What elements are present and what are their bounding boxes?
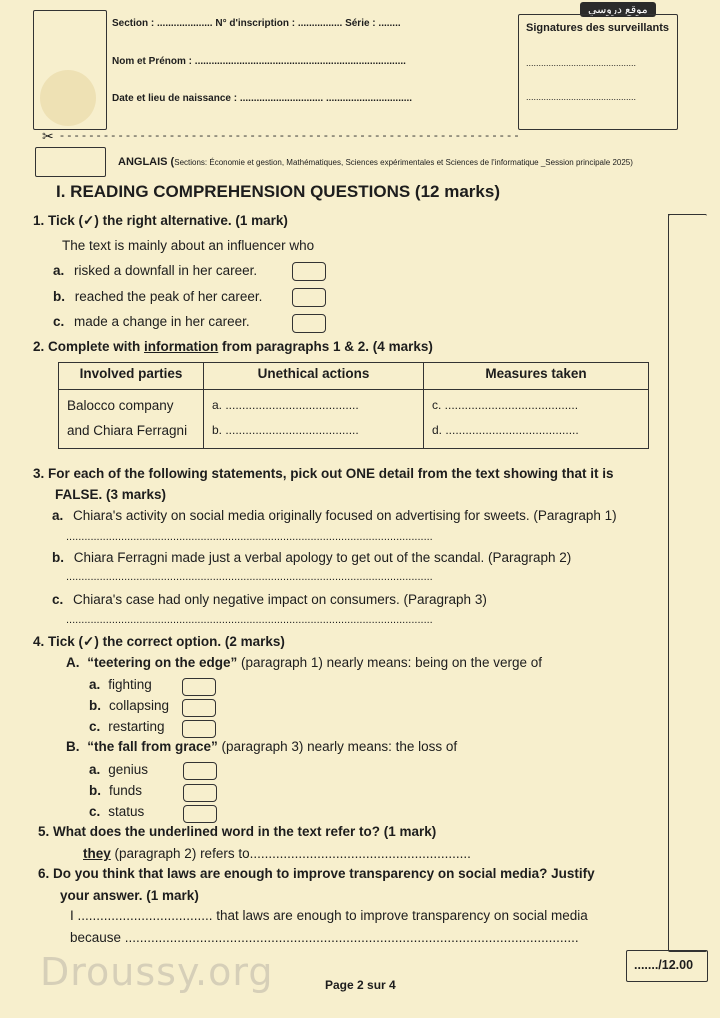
part-quote: “teetering on the edge” xyxy=(87,655,238,670)
name-field: Nom et Prénom : ............................................................................ xyxy=(112,56,406,67)
item-text: Chiara's case had only negative impact on consumers. (Paragraph 3) xyxy=(73,592,487,607)
page-number: Page 2 sur 4 xyxy=(325,978,396,992)
option-letter: b. xyxy=(53,289,65,304)
part-label: A. xyxy=(66,655,80,670)
section-title: I. READING COMPREHENSION QUESTIONS (12 marks) xyxy=(56,182,500,201)
answer-a[interactable]: a. ........................................ xyxy=(212,398,359,412)
q2-title xyxy=(33,339,433,354)
margin-top-line xyxy=(668,214,706,215)
q1-option-a xyxy=(53,263,257,278)
option-text: risked a downfall in her career. xyxy=(74,263,258,278)
option-letter: b. xyxy=(89,698,101,713)
option-text: restarting xyxy=(108,719,165,734)
item-letter: a. xyxy=(52,508,64,523)
option-letter: a. xyxy=(53,263,65,278)
q4-part-a xyxy=(66,655,542,670)
q5-answer[interactable] xyxy=(83,846,471,861)
q2-title-post: from paragraphs 1 & 2. (4 marks) xyxy=(218,339,433,354)
cut-line: - - - - - - - - - - - - - - - - - - - - - - - - - - - - - - - - - - - - - - - - - - - - - - - - - - - - - - - - - - - - - - - xyxy=(60,128,519,142)
signature-line-1: ............................................ xyxy=(526,58,637,68)
q4B-checkbox-a[interactable] xyxy=(183,762,217,780)
q3-title-line1: 3. For each of the following statements, pick out ONE detail from the text showing that it is xyxy=(33,466,614,481)
parties-cell xyxy=(59,390,204,449)
option-text: made a change in her career. xyxy=(74,314,250,329)
q1-checkbox-b[interactable] xyxy=(292,288,326,307)
party-1: Balocco company xyxy=(67,398,174,413)
header-measures: Measures taken xyxy=(424,363,649,390)
q3-item-a xyxy=(52,508,617,523)
header-parties: Involved parties xyxy=(59,363,204,390)
q5-title: 5. What does the underlined word in the text refer to? (1 mark) xyxy=(38,824,437,839)
answer-b[interactable]: b. ........................................ xyxy=(212,423,359,437)
q4A-option-a xyxy=(89,677,152,692)
q4B-checkbox-c[interactable] xyxy=(183,805,217,823)
q4A-option-c xyxy=(89,719,165,734)
q4A-option-b xyxy=(89,698,169,713)
option-text: genius xyxy=(108,762,149,777)
q3-answer-line-b[interactable]: ........................................................................................................................ xyxy=(66,571,433,583)
q6-title-line1: 6. Do you think that laws are enough to improve transparency on social media? Justify xyxy=(38,866,595,881)
option-letter: a. xyxy=(89,677,101,692)
q1-checkbox-a[interactable] xyxy=(292,262,326,281)
q4A-checkbox-b[interactable] xyxy=(182,699,216,717)
option-letter: a. xyxy=(89,762,101,777)
q3-item-b xyxy=(52,550,571,565)
option-text: status xyxy=(108,804,145,819)
answer-c[interactable]: c. ........................................ xyxy=(432,398,579,412)
option-text: collapsing xyxy=(109,698,170,713)
q1-checkbox-c[interactable] xyxy=(292,314,326,333)
item-text: Chiara's activity on social media originally focused on advertising for sweets. (Paragraph 1) xyxy=(73,508,617,523)
section-field: Section : .................... N° d'inscription : ................ Série : ........ xyxy=(112,18,401,29)
q5-answer-line[interactable]: (paragraph 2) refers to........................................................... xyxy=(110,846,471,861)
option-text: fighting xyxy=(108,677,152,692)
q4-part-b xyxy=(66,739,457,754)
part-quote: “the fall from grace” xyxy=(87,739,218,754)
q4A-checkbox-c[interactable] xyxy=(182,720,216,738)
part-label: B. xyxy=(66,739,80,754)
part-rest: (paragraph 3) nearly means: the loss of xyxy=(217,739,458,754)
actions-cell[interactable] xyxy=(204,390,424,449)
q4B-option-b xyxy=(89,783,142,798)
option-letter: c. xyxy=(53,314,65,329)
subject-details: Sections: Économie et gestion, Mathématiques, Sciences expérimentales et Sciences de l'informatique _Session principale 2025) xyxy=(174,158,633,167)
header-actions: Unethical actions xyxy=(204,363,424,390)
score-label: ......./12.00 xyxy=(634,958,694,972)
q1-title: 1. Tick (✓) the right alternative. (1 mark) xyxy=(33,213,288,228)
option-letter: b. xyxy=(89,783,101,798)
q6-answer-line2[interactable]: because ......................................................................................................................... xyxy=(70,930,579,945)
signatures-label: Signatures des surveillants xyxy=(526,22,670,34)
subject-name: ANGLAIS ( xyxy=(118,156,175,168)
q4-title: 4. Tick (✓) the correct option. (2 marks) xyxy=(33,634,285,649)
q2-title-pre: 2. Complete with xyxy=(33,339,145,354)
option-text: funds xyxy=(109,783,143,798)
q3-answer-line-a[interactable]: ........................................................................................................................ xyxy=(66,531,433,543)
underlined-word: they xyxy=(83,846,111,861)
q3-item-c xyxy=(52,592,487,607)
party-2: and Chiara Ferragni xyxy=(67,423,188,438)
q2-title-underlined: information xyxy=(144,339,219,354)
brand-watermark: Droussy.org xyxy=(40,950,274,994)
q1-option-c xyxy=(53,314,250,329)
q4B-option-a xyxy=(89,762,148,777)
q1-option-b xyxy=(53,289,262,304)
q4B-checkbox-b[interactable] xyxy=(183,784,217,802)
item-letter: c. xyxy=(52,592,64,607)
q3-answer-line-c[interactable]: ........................................................................................................................ xyxy=(66,614,433,626)
q4B-option-c xyxy=(89,804,144,819)
q4A-checkbox-a[interactable] xyxy=(182,678,216,696)
scissors-icon: ✂ xyxy=(42,128,54,144)
subject-line xyxy=(118,152,633,170)
q6-answer-line1[interactable]: I .................................... that laws are enough to improve transparency on social media xyxy=(70,908,588,923)
option-letter: c. xyxy=(89,804,101,819)
part-rest: (paragraph 1) nearly means: being on the verge of xyxy=(237,655,542,670)
margin-score-box xyxy=(668,214,707,952)
code-box xyxy=(35,147,106,177)
signature-line-2: ............................................ xyxy=(526,92,637,102)
option-letter: c. xyxy=(89,719,101,734)
item-text: Chiara Ferragni made just a verbal apology to get out of the scandal. (Paragraph 2) xyxy=(73,550,572,565)
q3-title-line2: FALSE. (3 marks) xyxy=(55,487,167,502)
answer-d[interactable]: d. ........................................ xyxy=(432,423,579,437)
item-letter: b. xyxy=(52,550,64,565)
birth-field: Date et lieu de naissance : .............................. ............................... xyxy=(112,93,413,104)
school-logo-icon xyxy=(40,70,96,126)
q1-stem: The text is mainly about an influencer who xyxy=(62,238,315,253)
site-watermark: موقع دروسي xyxy=(580,2,656,17)
option-text: reached the peak of her career. xyxy=(74,289,263,304)
parties-table xyxy=(58,362,649,449)
measures-cell[interactable] xyxy=(424,390,649,449)
q6-title-line2: your answer. (1 mark) xyxy=(60,888,199,903)
